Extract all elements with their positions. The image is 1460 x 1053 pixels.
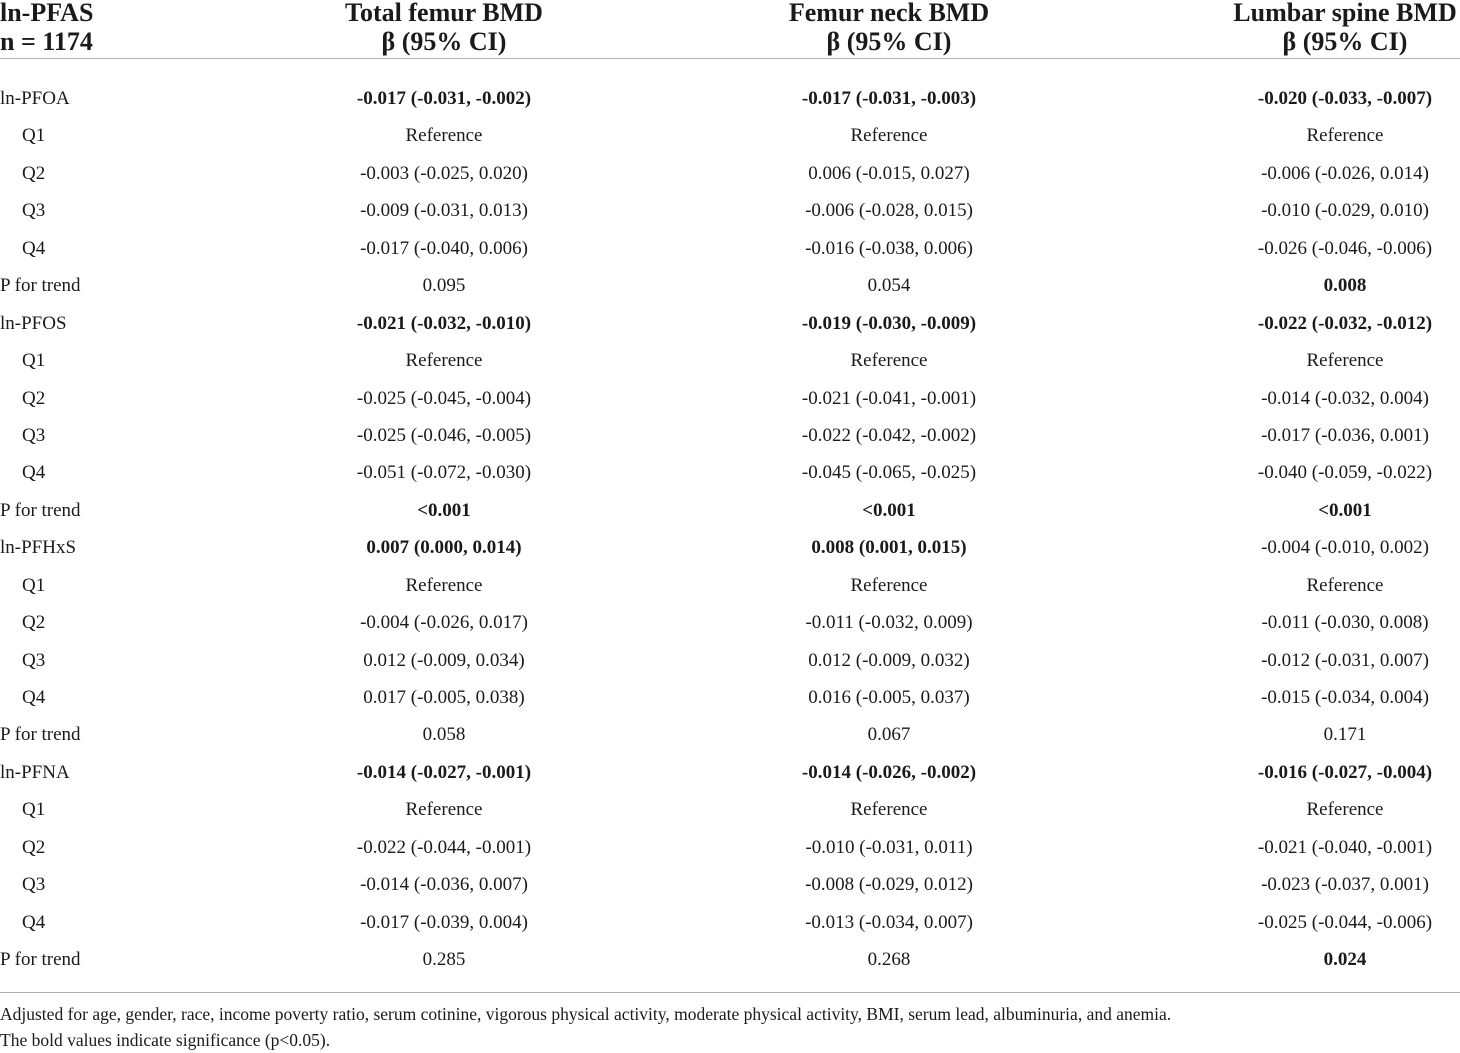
row-label: Q3 [22, 874, 46, 896]
table-row [0, 604, 1460, 641]
header-total-femur-title: Total femur BMD [345, 0, 543, 27]
header-divider [0, 58, 1460, 59]
total-femur-value: 0.285 [422, 949, 466, 971]
row-label: Q2 [22, 162, 46, 184]
total-femur-value: 0.012 (-0.009, 0.034) [363, 649, 525, 671]
row-label: ln-PFHxS [0, 537, 77, 559]
total-femur-value: <0.001 [417, 499, 471, 521]
table-row [0, 679, 1460, 716]
row-label: Q1 [22, 350, 46, 372]
row-label: Q2 [22, 612, 46, 634]
table-row [0, 716, 1460, 753]
table-row [0, 941, 1460, 978]
row-label: Q3 [22, 649, 46, 671]
femur-neck-value: -0.045 (-0.065, -0.025) [801, 462, 977, 484]
footer-divider [0, 992, 1460, 993]
lumbar-spine-value: -0.017 (-0.036, 0.001) [1261, 424, 1429, 446]
row-label: ln-PFOA [0, 88, 70, 109]
lumbar-spine-value: Reference [1306, 350, 1384, 372]
total-femur-value: -0.014 (-0.027, -0.001) [356, 761, 532, 783]
femur-neck-value: Reference [850, 125, 928, 147]
femur-neck-value: Reference [850, 350, 928, 372]
header-femur-neck [688, 0, 1090, 56]
row-label: Q3 [22, 424, 46, 446]
femur-neck-value: 0.012 (-0.009, 0.032) [808, 649, 970, 671]
table-row [0, 866, 1460, 903]
table-row [0, 642, 1460, 679]
total-femur-value: -0.021 (-0.032, -0.010) [356, 312, 532, 334]
footnote-adjustment: Adjusted for age, gender, race, income poverty ratio, serum cotinine, vigorous physical activity, moderate physical activity, BMI, serum lead, albuminuria, and anemia. [0, 1004, 1172, 1024]
total-femur-value: -0.022 (-0.044, -0.001) [356, 836, 532, 858]
femur-neck-value: -0.022 (-0.042, -0.002) [801, 424, 977, 446]
total-femur-value: -0.025 (-0.045, -0.004) [356, 387, 532, 409]
row-label: Q2 [22, 836, 46, 858]
lumbar-spine-value: 0.008 [1323, 275, 1367, 297]
total-femur-value: -0.004 (-0.026, 0.017) [360, 612, 528, 634]
femur-neck-value: -0.017 (-0.031, -0.003) [801, 88, 977, 109]
lumbar-spine-value: -0.026 (-0.046, -0.006) [1257, 237, 1433, 259]
lumbar-spine-value: Reference [1306, 574, 1384, 596]
lumbar-spine-value: -0.020 (-0.033, -0.007) [1257, 88, 1433, 109]
table-row [0, 754, 1460, 791]
row-label: ln-PFOS [0, 312, 67, 334]
table-row [0, 117, 1460, 154]
femur-neck-value: -0.014 (-0.026, -0.002) [801, 761, 977, 783]
row-label: Q1 [22, 574, 46, 596]
table-row [0, 80, 1460, 117]
header-total-femur [243, 0, 645, 56]
lumbar-spine-value: <0.001 [1318, 499, 1372, 521]
total-femur-value: 0.058 [422, 724, 466, 746]
total-femur-value: -0.014 (-0.036, 0.007) [360, 874, 528, 896]
row-label: Q1 [22, 799, 46, 821]
row-label: P for trend [0, 275, 81, 297]
table-row [0, 567, 1460, 604]
row-label: Q3 [22, 200, 46, 222]
table-row [0, 791, 1460, 828]
lumbar-spine-value: -0.011 (-0.030, 0.008) [1261, 612, 1429, 634]
header-lumbar-spine [1200, 0, 1460, 56]
total-femur-value: -0.017 (-0.040, 0.006) [360, 237, 528, 259]
lumbar-spine-value: -0.040 (-0.059, -0.022) [1257, 462, 1433, 484]
header-total-femur-stat: β (95% CI) [381, 27, 507, 56]
table-header [0, 0, 1460, 58]
table-body [0, 80, 1460, 979]
lumbar-spine-value: -0.021 (-0.040, -0.001) [1257, 836, 1433, 858]
total-femur-value: 0.095 [422, 275, 466, 297]
total-femur-value: Reference [405, 125, 483, 147]
total-femur-value: 0.007 (0.000, 0.014) [366, 537, 522, 559]
table-row [0, 267, 1460, 304]
femur-neck-value: -0.006 (-0.028, 0.015) [805, 200, 973, 222]
row-label: Q4 [22, 237, 46, 259]
total-femur-value: -0.025 (-0.046, -0.005) [356, 424, 532, 446]
table-row [0, 829, 1460, 866]
table-row [0, 380, 1460, 417]
femur-neck-value: Reference [850, 799, 928, 821]
total-femur-value: Reference [405, 350, 483, 372]
row-label: Q2 [22, 387, 46, 409]
row-label: Q1 [22, 125, 46, 147]
femur-neck-value: -0.019 (-0.030, -0.009) [801, 312, 977, 334]
lumbar-spine-value: -0.012 (-0.031, 0.007) [1261, 649, 1429, 671]
total-femur-value: 0.017 (-0.005, 0.038) [363, 687, 525, 708]
lumbar-spine-value: -0.022 (-0.032, -0.012) [1257, 312, 1433, 334]
table-row [0, 342, 1460, 379]
femur-neck-value: 0.268 [867, 949, 911, 971]
row-label: P for trend [0, 499, 81, 521]
table-row [0, 155, 1460, 192]
table-row [0, 529, 1460, 566]
total-femur-value: -0.009 (-0.031, 0.013) [360, 200, 528, 222]
table-row [0, 305, 1460, 342]
table-row [0, 417, 1460, 454]
table-row [0, 904, 1460, 941]
table-row [0, 454, 1460, 491]
header-sample-size: n = 1174 [0, 27, 93, 56]
row-label: ln-PFNA [0, 761, 70, 783]
femur-neck-value: 0.008 (0.001, 0.015) [811, 537, 967, 559]
header-exposure-label: ln-PFAS [0, 0, 94, 27]
femur-neck-value: 0.006 (-0.015, 0.027) [808, 162, 970, 184]
femur-neck-value: -0.016 (-0.038, 0.006) [805, 237, 973, 259]
total-femur-value: -0.017 (-0.031, -0.002) [356, 88, 532, 109]
total-femur-value: -0.017 (-0.039, 0.004) [360, 911, 528, 933]
lumbar-spine-value: -0.014 (-0.032, 0.004) [1261, 387, 1429, 409]
row-label: Q4 [22, 462, 46, 484]
lumbar-spine-value: -0.025 (-0.044, -0.006) [1257, 911, 1433, 933]
lumbar-spine-value: -0.016 (-0.027, -0.004) [1257, 761, 1433, 783]
lumbar-spine-value: -0.023 (-0.037, 0.001) [1261, 874, 1429, 896]
total-femur-value: -0.051 (-0.072, -0.030) [356, 462, 532, 484]
lumbar-spine-value: Reference [1306, 799, 1384, 821]
total-femur-value: Reference [405, 574, 483, 596]
femur-neck-value: 0.016 (-0.005, 0.037) [808, 687, 970, 708]
femur-neck-value: -0.011 (-0.032, 0.009) [805, 612, 973, 634]
femur-neck-value: Reference [850, 574, 928, 596]
lumbar-spine-value: 0.171 [1323, 724, 1367, 746]
lumbar-spine-value: Reference [1306, 125, 1384, 147]
header-femur-neck-title: Femur neck BMD [788, 0, 990, 27]
lumbar-spine-value: 0.024 [1323, 949, 1367, 971]
femur-neck-value: -0.008 (-0.029, 0.012) [805, 874, 973, 896]
header-femur-neck-stat: β (95% CI) [826, 27, 952, 56]
row-label: P for trend [0, 949, 81, 971]
femur-neck-value: <0.001 [862, 499, 916, 521]
total-femur-value: -0.003 (-0.025, 0.020) [360, 162, 528, 184]
femur-neck-value: -0.010 (-0.031, 0.011) [805, 836, 973, 858]
femur-neck-value: 0.054 [867, 275, 911, 297]
row-label: Q4 [22, 911, 46, 933]
total-femur-value: Reference [405, 799, 483, 821]
lumbar-spine-value: -0.006 (-0.026, 0.014) [1261, 162, 1429, 184]
femur-neck-value: -0.021 (-0.041, -0.001) [801, 387, 977, 409]
table-row [0, 230, 1460, 267]
table-row [0, 492, 1460, 529]
row-label: P for trend [0, 724, 81, 746]
lumbar-spine-value: -0.004 (-0.010, 0.002) [1261, 537, 1429, 559]
lumbar-spine-value: -0.010 (-0.029, 0.010) [1261, 200, 1429, 222]
row-label: Q4 [22, 687, 46, 708]
footnote-bold: The bold values indicate significance (p<0.05). [0, 1030, 331, 1050]
lumbar-spine-value: -0.015 (-0.034, 0.004) [1261, 687, 1429, 708]
table-row [0, 192, 1460, 229]
femur-neck-value: 0.067 [867, 724, 911, 746]
header-lumbar-spine-title: Lumbar spine BMD [1233, 0, 1457, 27]
femur-neck-value: -0.013 (-0.034, 0.007) [805, 911, 973, 933]
header-lumbar-spine-stat: β (95% CI) [1282, 27, 1408, 56]
header-exposure [0, 0, 93, 56]
